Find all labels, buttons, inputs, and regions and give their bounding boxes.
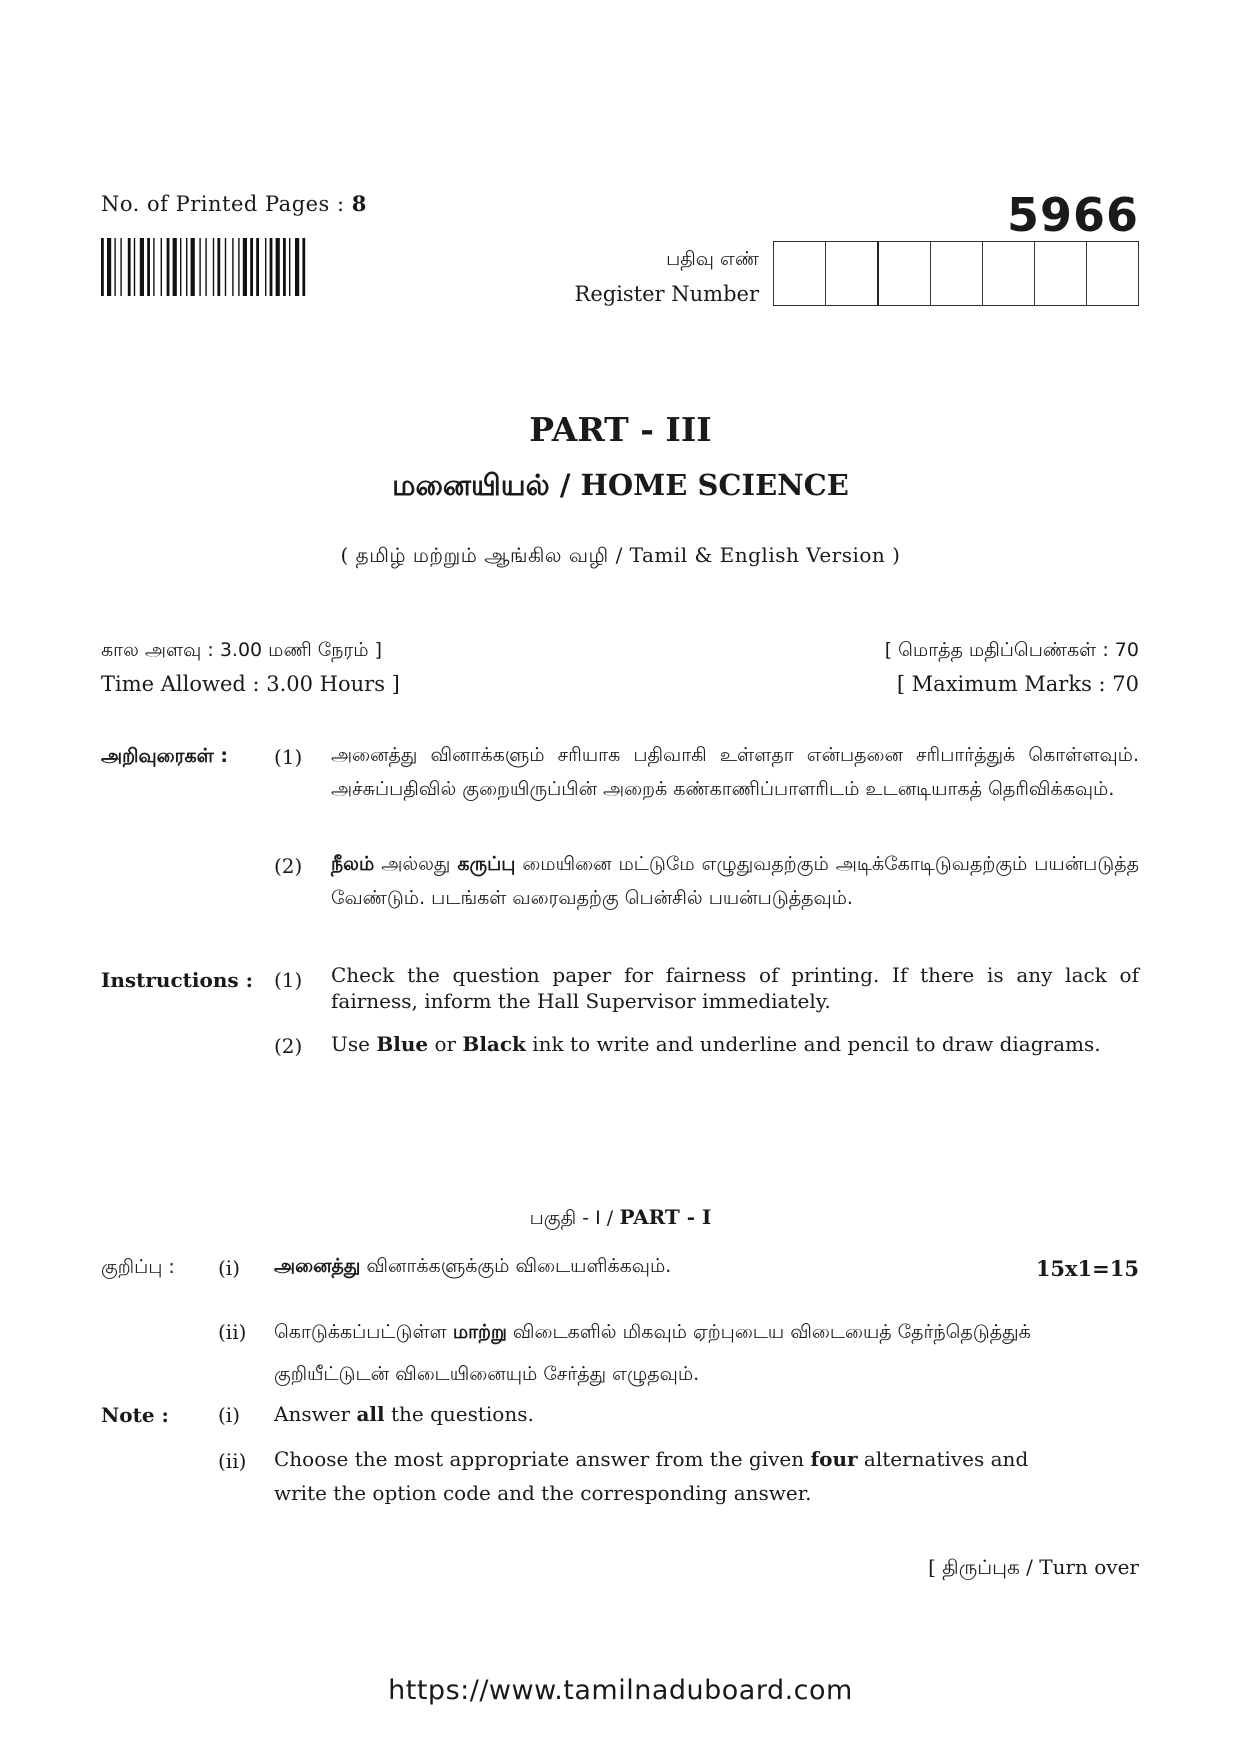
instruction-tamil-1: அனைத்து வினாக்களும் சரியாக பதிவாகி உள்ளதா என்பதனை சரிபார்த்துக் கொள்ளவும். அச்சுப்பதிவில் குறையிருப்பின் அறைக் கண்காணிப்பாளரிடம் உடனடியாகத் தெரிவிக்கவும். (331, 744, 1139, 800)
bold-word: Blue (376, 1032, 429, 1056)
instructions-tamil-label: அறிவுரைகள் : (101, 745, 228, 767)
note-tamil-1 (274, 1249, 994, 1283)
printed-pages-value: 8 (351, 191, 367, 216)
text-span: வினாக்களுக்கும் விடையளிக்கவும். (360, 1255, 672, 1277)
text-span: கொடுக்கப்பட்டுள்ள (274, 1321, 453, 1343)
instruction-english-2 (331, 1027, 1139, 1061)
time-english: Time Allowed : 3.00 Hours ] (101, 672, 400, 696)
footer-url[interactable]: https://www.tamilnaduboard.com (388, 1675, 853, 1706)
subject-title: மனையியல் / HOME SCIENCE (392, 468, 849, 502)
bold-word: நீலம் (331, 853, 375, 875)
text-span: Answer (274, 1402, 357, 1426)
instruction-english-1: Check the question paper for fairness of printing. If there is any lack of fairness, inform the Hall Supervisor immediately. (331, 963, 1139, 1013)
instructions-english-label: Instructions : (101, 968, 253, 992)
section-heading (0, 1205, 1241, 1232)
text-span: Use (331, 1032, 377, 1056)
note-number: (i) (218, 1256, 241, 1280)
instruction-number: (2) (274, 854, 303, 878)
printed-pages-count (101, 191, 367, 216)
text-span: or (428, 1032, 463, 1056)
instruction-number: (1) (274, 745, 303, 769)
register-box[interactable] (1087, 242, 1138, 305)
marks-english: [ Maximum Marks : 70 (896, 672, 1139, 696)
bold-word: all (356, 1402, 385, 1426)
register-number-labels (575, 242, 759, 312)
register-label-tamil: பதிவு எண் (666, 248, 759, 270)
text-span: the questions. (384, 1402, 534, 1426)
version-line: ( தமிழ் மற்றும் ஆங்கில வழி / Tamil & English Version ) (340, 543, 901, 567)
text-span: Choose the most appropriate answer from the given (274, 1447, 811, 1471)
bold-word: four (810, 1447, 858, 1471)
bold-word: Black (462, 1032, 526, 1056)
register-box[interactable] (879, 242, 931, 305)
instruction-number: (2) (274, 1034, 303, 1058)
bold-word: கருப்பு (457, 853, 516, 875)
section-heading-english: PART - I (619, 1205, 712, 1229)
marks-tamil: [ மொத்த மதிப்பெண்கள் : 70 (884, 639, 1139, 661)
note-number: (ii) (218, 1449, 247, 1473)
note-number: (ii) (218, 1320, 247, 1344)
printed-pages-label: No. of Printed Pages : (101, 192, 345, 216)
barcode (101, 238, 363, 296)
notes-english-label: Note : (101, 1403, 169, 1427)
bold-word: அனைத்து (274, 1255, 361, 1277)
instruction-tamil-2 (331, 847, 1139, 915)
text-span: ink to write and underline and pencil to draw diagrams. (525, 1032, 1101, 1056)
text-span: அல்லது (374, 853, 458, 875)
notes-tamil-label: குறிப்பு : (101, 1256, 175, 1278)
turn-over-note: [ திருப்புக / Turn over (928, 1555, 1139, 1579)
part-title: PART - III (529, 410, 712, 449)
section-heading-tamil: பகுதி - I / (529, 1207, 614, 1229)
register-box[interactable] (774, 242, 826, 305)
register-box[interactable] (1035, 242, 1087, 305)
time-allowed (101, 633, 400, 701)
register-box[interactable] (983, 242, 1035, 305)
instruction-number: (1) (274, 968, 303, 992)
note-tamil-2 (274, 1311, 1074, 1395)
register-number-boxes[interactable] (773, 241, 1139, 306)
text-span: மையினை மட்டுமே எழுதுவதற்கும் அடிக்கோடிடுவதற்கும் பயன்படுத்த வேண்டும். படங்கள் வரைவதற்கு பென்சில் பயன்படுத்தவும். (331, 853, 1139, 909)
paper-code: 5966 (1006, 188, 1139, 242)
note-english-2 (274, 1442, 1044, 1510)
note-english-1 (274, 1397, 1074, 1431)
time-tamil: கால அளவு : 3.00 மணி நேரம் ] (101, 639, 382, 661)
text-span: alternatives and write the option code and the corresponding answer. (274, 1447, 1029, 1505)
register-box[interactable] (826, 242, 879, 305)
note-number: (i) (218, 1403, 241, 1427)
section-score: 15x1=15 (1035, 1256, 1139, 1281)
bold-word: மாற்று (452, 1321, 507, 1343)
maximum-marks (885, 633, 1139, 701)
register-label-english: Register Number (574, 282, 759, 306)
text-span: விடைகளில் மிகவும் ஏற்புடைய விடையைத் தேர்ந்தெடுத்துக் குறியீட்டுடன் விடையினையும் சேர்த்து எழுதவும். (274, 1321, 1031, 1385)
register-box[interactable] (931, 242, 983, 305)
